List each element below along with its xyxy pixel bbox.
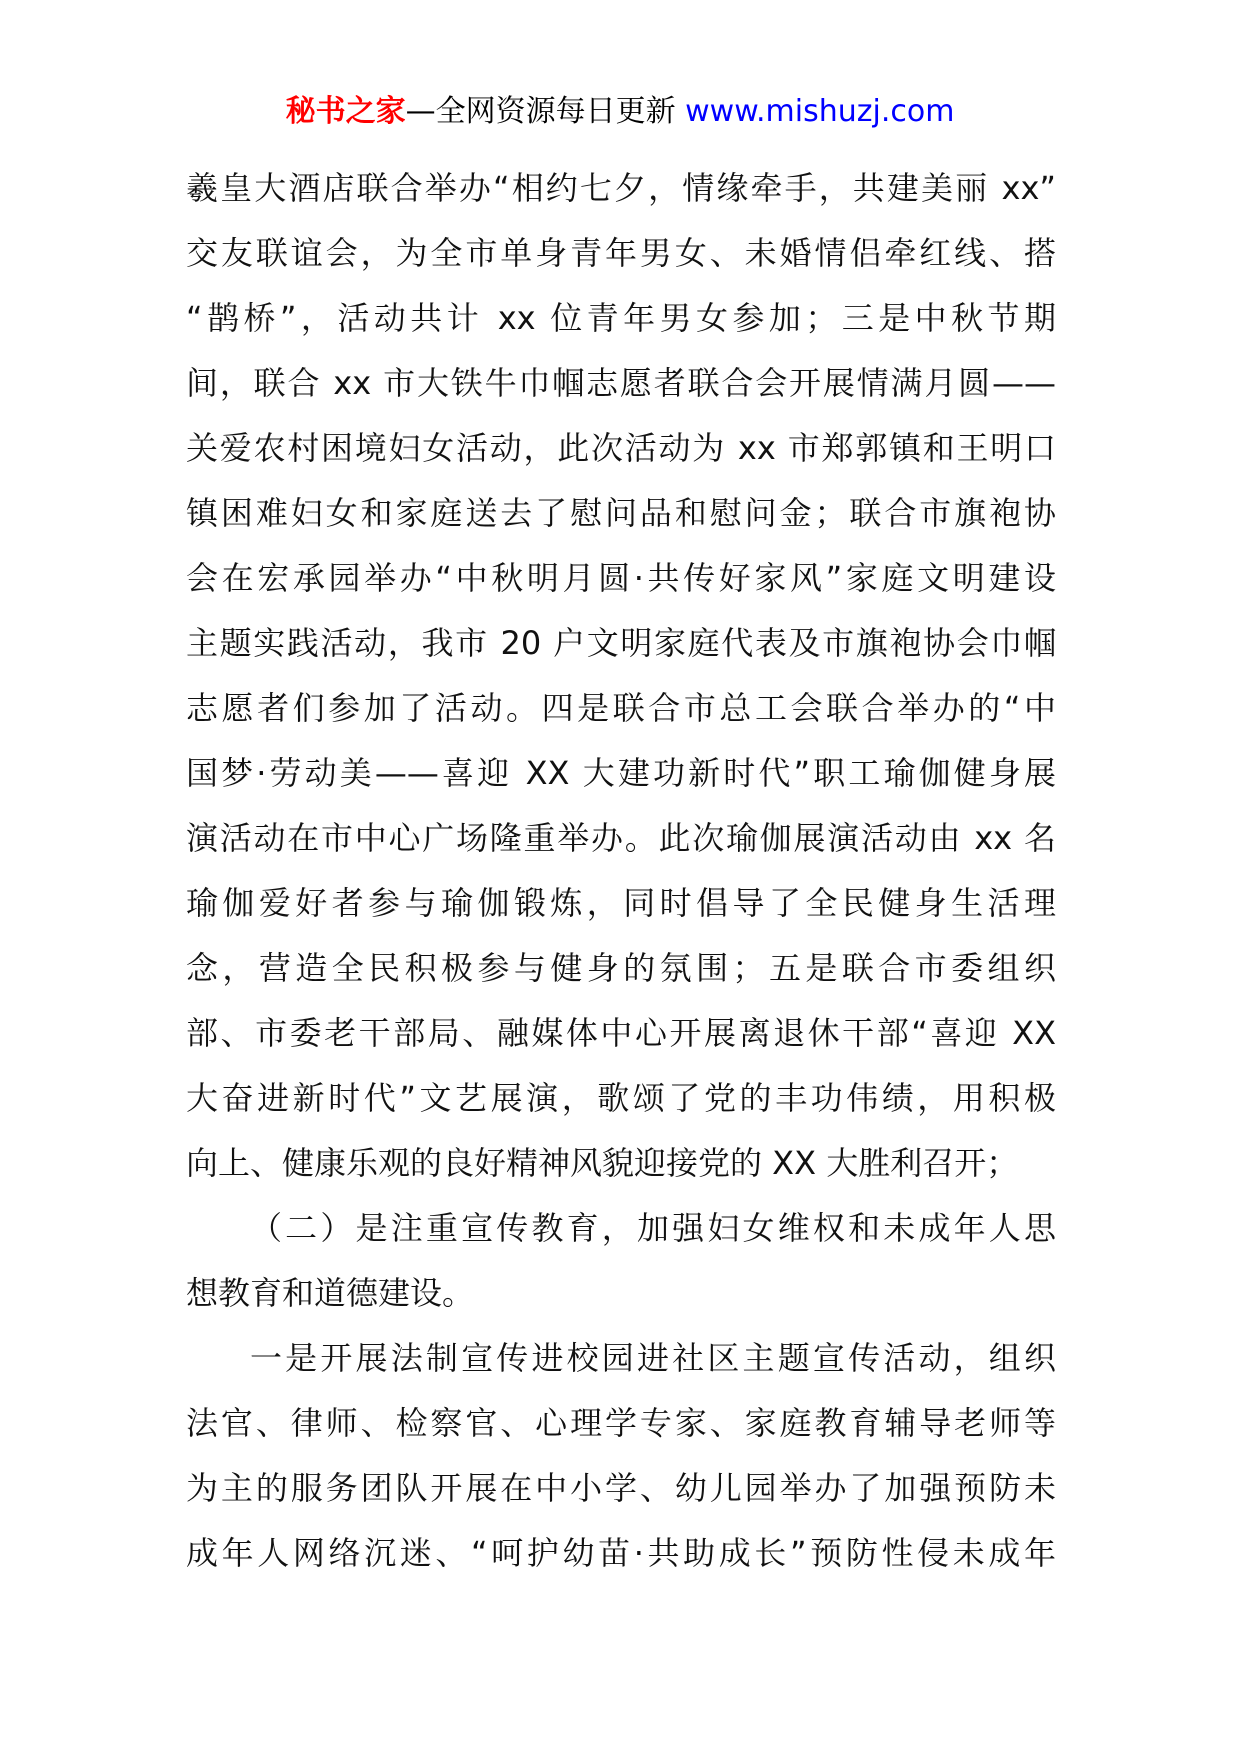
text-line: 国梦·劳动美——喜迎 XX 大建功新时代”职工瑜伽健身展 bbox=[186, 754, 1056, 792]
text-line: 成年人网络沉迷、“呵护幼苗·共助成长”预防性侵未成年 bbox=[186, 1534, 1056, 1572]
document-body bbox=[186, 156, 1056, 1586]
text-line: 羲皇大酒店联合举办“相约七夕，情缘牵手，共建美丽 xx” bbox=[186, 169, 1056, 207]
text-line: 为主的服务团队开展在中小学、幼儿园举办了加强预防未 bbox=[186, 1469, 1056, 1507]
section-heading-line: （二）是注重宣传教育，加强妇女维权和未成年人思 bbox=[250, 1209, 1056, 1247]
paragraph-first-line: 一是开展法制宣传进校园进社区主题宣传活动，组织 bbox=[250, 1339, 1056, 1377]
text-line: 大奋进新时代”文艺展演，歌颂了党的丰功伟绩，用积极 bbox=[186, 1079, 1056, 1117]
text-line: 念，营造全民积极参与健身的氛围；五是联合市委组织 bbox=[186, 949, 1056, 987]
text-line: 法官、律师、检察官、心理学专家、家庭教育辅导老师等 bbox=[186, 1404, 1056, 1442]
text-line: “鹊桥”，活动共计 xx 位青年男女参加；三是中秋节期 bbox=[186, 299, 1056, 337]
site-url-link[interactable]: www.mishuzj.com bbox=[685, 94, 955, 129]
text-line: 向上、健康乐观的良好精神风貌迎接党的 XX 大胜利召开； bbox=[186, 1144, 1019, 1182]
section-heading-line: 想教育和道德建设。 bbox=[186, 1274, 475, 1312]
text-line: 会在宏承园举办“中秋明月圆·共传好家风”家庭文明建设 bbox=[186, 559, 1056, 597]
text-line: 间，联合 xx 市大铁牛巾帼志愿者联合会开展情满月圆—— bbox=[186, 364, 1056, 402]
site-tagline: —全网资源每日更新 bbox=[405, 94, 676, 129]
text-line: 演活动在市中心广场隆重举办。此次瑜伽展演活动由 xx 名 bbox=[186, 819, 1056, 857]
text-line: 镇困难妇女和家庭送去了慰问品和慰问金；联合市旗袍协 bbox=[186, 494, 1056, 532]
text-line: 部、市委老干部局、融媒体中心开展离退休干部“喜迎 XX bbox=[186, 1014, 1056, 1052]
site-header bbox=[0, 92, 1240, 132]
text-line: 主题实践活动，我市 20 户文明家庭代表及市旗袍协会巾帼 bbox=[186, 624, 1056, 662]
text-line: 志愿者们参加了活动。四是联合市总工会联合举办的“中 bbox=[186, 689, 1056, 727]
site-brand: 秘书之家 bbox=[285, 94, 406, 129]
text-line: 瑜伽爱好者参与瑜伽锻炼，同时倡导了全民健身生活理 bbox=[186, 884, 1056, 922]
text-line: 交友联谊会，为全市单身青年男女、未婚情侣牵红线、搭 bbox=[186, 234, 1056, 272]
text-line: 关爱农村困境妇女活动，此次活动为 xx 市郑郭镇和王明口 bbox=[186, 429, 1056, 467]
